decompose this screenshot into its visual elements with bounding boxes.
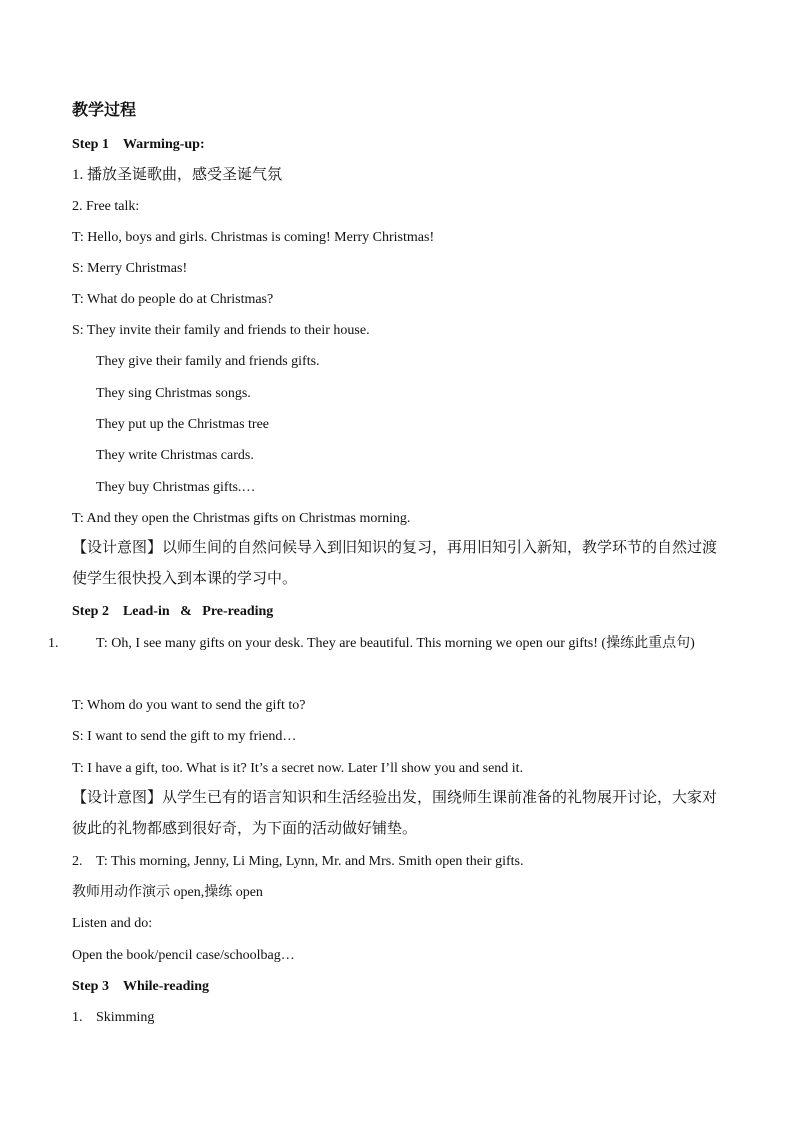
step1-line-2: 2. Free talk:	[72, 199, 140, 214]
step2-item-2-number: 2.	[72, 854, 83, 869]
step2-item-2-text: T: This morning, Jenny, Li Ming, Lynn, Mr. and Mrs. Smith open their gifts.	[96, 854, 524, 869]
step3-item-1-text: Skimming	[96, 1010, 155, 1025]
step1-line-5: T: What do people do at Christmas?	[72, 292, 274, 307]
step2-line-7: Open the book/pencil case/schoolbag…	[72, 948, 295, 963]
step1-line-9: They put up the Christmas tree	[96, 417, 270, 432]
step1-line-12: T: And they open the Christmas gifts on Christmas morning.	[72, 511, 411, 526]
step1-line-6: S: They invite their family and friends to their house.	[72, 323, 370, 338]
step2-line-5: 教师用动作演示 open,操练 open	[72, 885, 263, 900]
step1-title: Step 1 Warming-up:	[72, 137, 205, 152]
step2-line-6: Listen and do:	[72, 916, 153, 931]
step1-line-4: S: Merry Christmas!	[72, 261, 188, 276]
step1-line-3: T: Hello, boys and girls. Christmas is coming! Merry Christmas!	[72, 230, 435, 245]
step1-line-1: 1. 播放圣诞歌曲，感受圣诞气氛	[72, 167, 283, 183]
step1-line-8: They sing Christmas songs.	[96, 386, 251, 401]
step2-item-2	[72, 853, 523, 871]
step2-title: Step 2 Lead-in & Pre-reading	[72, 604, 274, 619]
step2-item-1	[48, 628, 722, 659]
step3-item-1	[72, 1009, 154, 1027]
design-intent-2: 【设计意图】从学生已有的语言知识和生活经验出发，围绕师生课前准备的礼物展开讨论，大家对彼此的礼物都感到很好奇，为下面的活动做好铺垫。	[72, 790, 718, 837]
step2-item-1-number: 1.	[48, 636, 59, 651]
step1-line-7: They give their family and friends gifts.	[96, 354, 320, 369]
step1-line-11: They buy Christmas gifts.…	[96, 480, 256, 495]
step2-item-1-text: T: Oh, I see many gifts on your desk. They are beautiful. This morning we open our gifts! (操练此重点句)	[96, 636, 695, 651]
step3-item-1-number: 1.	[72, 1010, 83, 1025]
step2-line-2: T: Whom do you want to send the gift to?	[72, 698, 306, 713]
step3-title: Step 3 While-reading	[72, 979, 210, 994]
step2-line-3: S: I want to send the gift to my friend…	[72, 729, 297, 744]
page-heading: 教学过程	[72, 102, 137, 119]
step2-line-4: T: I have a gift, too. What is it? It’s a secret now. Later I’ll show you and send it.	[72, 761, 524, 776]
step1-line-10: They write Christmas cards.	[96, 448, 254, 463]
design-intent-1: 【设计意图】以师生间的自然问候导入到旧知识的复习，再用旧知引入新知，教学环节的自然过渡使学生很快投入到本课的学习中。	[72, 540, 718, 587]
